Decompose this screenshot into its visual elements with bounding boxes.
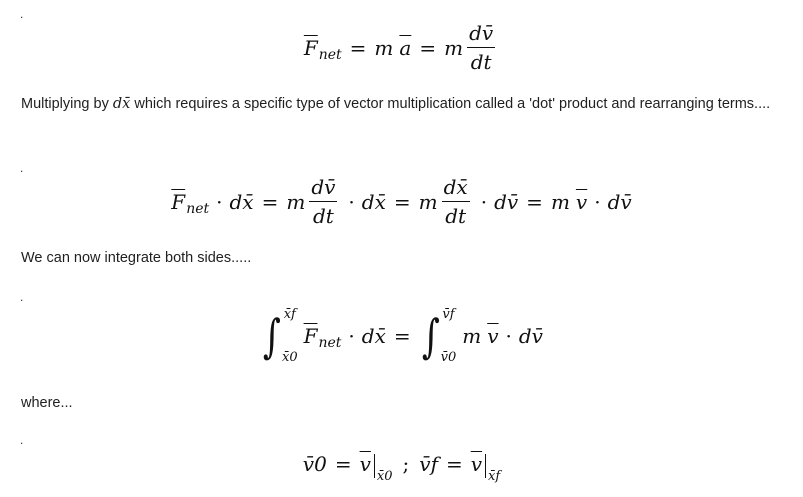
dot-operator: · [348, 324, 355, 348]
separator-semicolon: ; [402, 452, 410, 476]
dot-operator: · [348, 189, 355, 214]
evaluation-bar [485, 454, 486, 478]
evaluation-point: x̄f [488, 469, 501, 484]
equals-sign: = [526, 189, 543, 214]
fraction-dv-dt [309, 176, 337, 227]
equals-sign: = [445, 452, 463, 476]
paragraph-text: Multiplying by [21, 96, 113, 112]
initial-velocity: v̄0 [302, 452, 327, 476]
equals-sign: = [349, 35, 367, 60]
separator-dot: . [20, 7, 24, 21]
fraction-numerator: dv̄ [309, 176, 337, 202]
mass-symbol: m [550, 189, 570, 214]
velocity-symbol: $\overline{v}$ [470, 452, 483, 476]
mass-symbol: m [286, 189, 306, 214]
mass-symbol: m [374, 35, 394, 60]
integral-sign: ∫ [421, 309, 440, 363]
differential-dx: dx̄ [361, 189, 386, 214]
separator-dot: . [20, 290, 24, 304]
differential-dx: dx̄ [361, 324, 386, 348]
fraction-denominator: dt [312, 204, 334, 228]
differential-dv: dv̄ [494, 189, 519, 214]
differential-dv: dv̄ [518, 324, 543, 348]
equals-sign: = [334, 452, 352, 476]
paragraph-integrate: We can now integrate both sides..... [21, 250, 252, 266]
evaluated-velocity-initial [359, 452, 393, 484]
dot-operator: · [480, 189, 488, 214]
paragraph-text: which requires a specific type of vector multiplication called a 'dot' product and rearranging terms.... [130, 96, 771, 112]
equation-limit-definitions [0, 452, 803, 484]
force-subscript: net [318, 335, 342, 351]
paragraph-where: where... [21, 395, 73, 411]
lower-limit: x̄0 [281, 350, 298, 365]
force-symbol: $\overline{F}$ [303, 324, 318, 348]
fraction-dx-dt [442, 176, 470, 227]
mass-symbol: m [444, 35, 464, 60]
equation-newton-second-law [0, 22, 803, 73]
mass-symbol: m [418, 189, 438, 214]
upper-limit: v̄f [442, 307, 455, 322]
upper-limit: x̄f [283, 307, 296, 322]
equals-sign: = [393, 324, 411, 348]
final-velocity: v̄f [419, 452, 438, 476]
velocity-symbol: $\overline{v}$ [359, 452, 371, 476]
separator-dot: . [20, 433, 24, 447]
evaluation-bar [374, 454, 375, 478]
integral-sign: ∫ [263, 309, 281, 363]
integral-left [260, 307, 298, 365]
dot-operator: · [594, 189, 601, 214]
integral-limits [441, 307, 457, 365]
fraction-numerator: dx̄ [442, 176, 470, 202]
velocity-symbol: $\overline{v}$ [487, 324, 499, 348]
differential-dx: dx̄ [229, 189, 254, 214]
integral-limits [282, 307, 298, 365]
paragraph-multiplying [21, 93, 791, 115]
fraction-denominator: dt [470, 50, 492, 74]
evaluation-point: x̄0 [376, 469, 393, 484]
mass-symbol: m [462, 324, 482, 348]
force-subscript: net [318, 46, 342, 63]
dot-operator: · [216, 189, 223, 214]
velocity-symbol: $\overline{v}$ [575, 189, 588, 214]
equals-sign: = [419, 35, 437, 60]
force-symbol: $\overline{F}$ [171, 189, 186, 214]
fraction-numerator: dv̄ [467, 22, 495, 48]
fraction-dv-dt [467, 22, 495, 73]
lower-limit: v̄0 [440, 350, 457, 365]
dot-operator: · [505, 324, 512, 348]
equals-sign: = [393, 189, 411, 214]
integral-right [419, 307, 457, 365]
equation-dot-product [0, 176, 803, 227]
force-symbol: $\overline{F}$ [303, 35, 318, 60]
separator-dot: . [20, 161, 24, 175]
acceleration-symbol: $\overline{a}$ [399, 35, 412, 60]
differential-dv: dv̄ [607, 189, 632, 214]
equation-work-energy-integral [0, 307, 803, 365]
inline-math-dx: dx̄ [112, 96, 131, 112]
equals-sign: = [261, 189, 279, 214]
fraction-denominator: dt [445, 204, 467, 228]
evaluated-velocity-final [470, 452, 501, 484]
force-subscript: net [186, 200, 210, 217]
